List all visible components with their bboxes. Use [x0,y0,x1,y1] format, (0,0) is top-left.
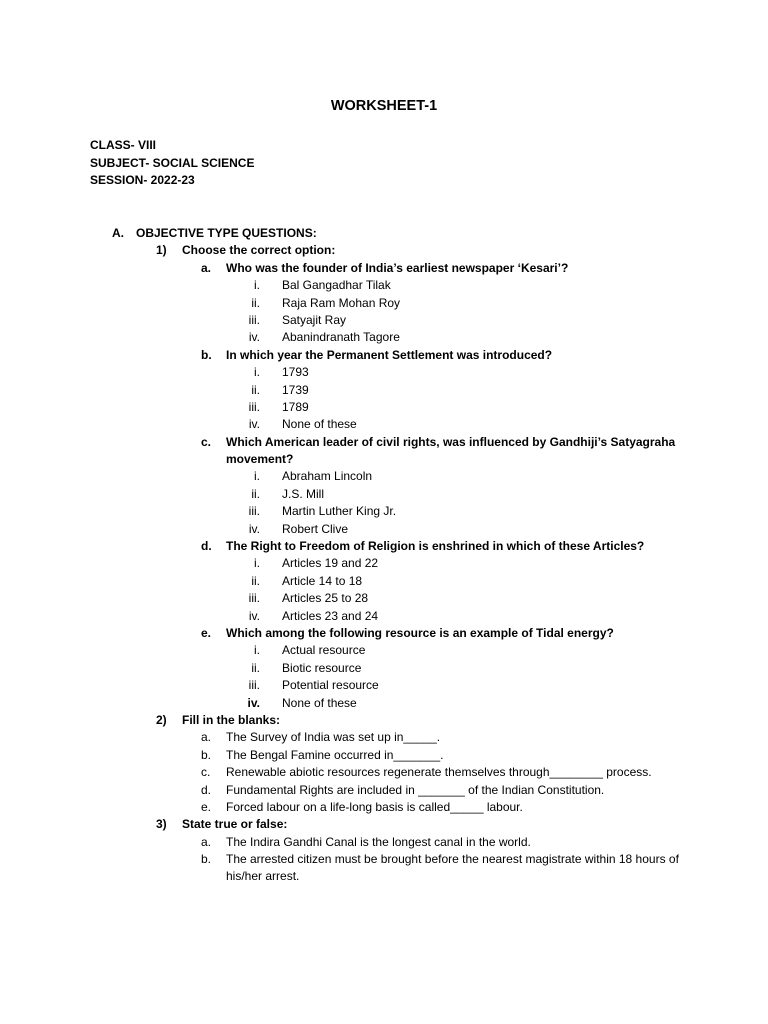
part-title: Fill in the blanks: [182,712,281,727]
part-marker: 2) [156,712,167,727]
question-text: The Right to Freedom of Religion is enshrined in which of these Articles? [226,539,645,554]
option-marker: ii. [251,486,260,501]
option-text: Abraham Lincoln [282,469,373,484]
item-text: The arrested citizen must be brought before the nearest magistrate within 18 hours of his/her arrest. [226,852,679,884]
option-marker: i. [254,278,260,293]
option-text: Bal Gangadhar Tilak [282,278,391,293]
option-marker: iii. [248,312,260,327]
item-text: Fundamental Rights are included in _______ of the Indian Constitution. [226,782,605,797]
option-text: Satyajit Ray [282,312,347,327]
option [0,364,768,381]
item-text: The Bengal Famine occurred in_______. [226,747,444,762]
question-text: Which among the following resource is an example of Tidal energy? [226,626,614,640]
option [0,660,768,677]
option-marker: iv. [248,521,260,536]
question [0,347,768,364]
fill-blank-item [0,799,768,816]
question-marker: c. [201,434,212,449]
part-marker: 1) [156,243,167,258]
subject-label: SUBJECT- SOCIAL SCIENCE [90,155,255,170]
part-heading [0,712,768,729]
option [0,573,768,590]
option-text: None of these [282,417,357,432]
fill-blank-item [0,764,768,781]
option-marker: iii. [248,504,260,519]
option [0,382,768,399]
option-text: 1789 [282,399,309,414]
item-marker: d. [201,782,212,797]
question [0,625,768,642]
option-text: Actual resource [282,643,366,658]
worksheet-content [0,225,768,886]
option-marker: i. [254,643,260,658]
part-title: State true or false: [182,817,288,832]
section-marker: A. [112,226,124,240]
option [0,642,768,659]
option [0,486,768,503]
option-marker: iv. [248,417,260,432]
item-marker: a. [201,730,212,745]
option-marker: iv. [248,608,260,623]
option-text: Articles 23 and 24 [282,608,379,623]
option-marker: iv. [248,330,260,345]
question-text: Who was the founder of India’s earliest newspaper ‘Kesari’? [226,260,569,275]
option-text: 1793 [282,365,309,380]
item-marker: b. [201,747,212,762]
option-text: Articles 25 to 28 [282,591,369,606]
item-marker: e. [201,799,212,814]
session-label: SESSION- 2022-23 [90,173,195,187]
option [0,503,768,520]
option-text: Articles 19 and 22 [282,556,379,571]
option-text: Article 14 to 18 [282,573,363,588]
option-text: Raja Ram Mohan Roy [282,295,401,310]
question [0,538,768,555]
question [0,260,768,277]
part-heading [0,242,768,259]
item-text: Forced labour on a life-long basis is called_____ labour. [226,799,523,814]
option-text: Martin Luther King Jr. [282,504,397,519]
option-text: Robert Clive [282,521,349,536]
fill-blank-item [0,729,768,746]
option-marker: i. [254,556,260,571]
fill-blank-item [0,782,768,799]
question-marker: a. [201,260,212,275]
item-marker: a. [201,834,212,849]
true-false-item [0,851,768,886]
option-marker: iii. [248,678,260,693]
item-marker: c. [201,765,211,780]
option-marker: ii. [251,382,260,397]
option-marker: ii. [251,573,260,588]
option [0,312,768,329]
part-heading [0,816,768,833]
option [0,295,768,312]
worksheet-meta [90,137,254,190]
option-marker: ii. [251,295,260,310]
option [0,608,768,625]
option-marker: iii. [248,591,260,606]
option [0,399,768,416]
option-text: Abanindranath Tagore [282,330,400,345]
item-text: The Survey of India was set up in_____. [226,730,441,745]
question [0,434,768,469]
option-text: J.S. Mill [282,486,324,501]
part-title: Choose the correct option: [182,243,336,258]
option-marker: iv. [247,695,260,710]
option-marker: i. [254,365,260,380]
question-text: Which American leader of civil rights, was influenced by Gandhiji’s Satyagraha movement? [226,434,676,467]
section-title: OBJECTIVE TYPE QUESTIONS: [136,226,317,240]
question-text: In which year the Permanent Settlement was introduced? [226,347,553,362]
item-marker: b. [201,852,212,867]
option [0,555,768,572]
worksheet-title: WORKSHEET-1 [330,98,438,114]
option [0,277,768,294]
item-text: Renewable abiotic resources regenerate themselves through________ process. [226,765,652,780]
option-marker: ii. [251,660,260,675]
option-text: 1739 [282,382,309,397]
part-marker: 3) [156,817,167,832]
option [0,521,768,538]
option [0,677,768,694]
section-heading [0,225,768,242]
question-marker: e. [201,626,212,640]
option-text: Potential resource [282,678,379,693]
item-text: The Indira Gandhi Canal is the longest canal in the world. [226,834,531,849]
option-marker: iii. [248,399,260,414]
option [0,468,768,485]
true-false-item [0,834,768,851]
option-text: Biotic resource [282,660,362,675]
option-marker: i. [254,469,260,484]
question-marker: d. [201,539,212,554]
option [0,695,768,712]
option [0,590,768,607]
option [0,416,768,433]
fill-blank-item [0,747,768,764]
question-marker: b. [201,347,212,362]
option [0,329,768,346]
option-text: None of these [282,695,357,710]
class-label: CLASS- VIII [90,138,157,152]
